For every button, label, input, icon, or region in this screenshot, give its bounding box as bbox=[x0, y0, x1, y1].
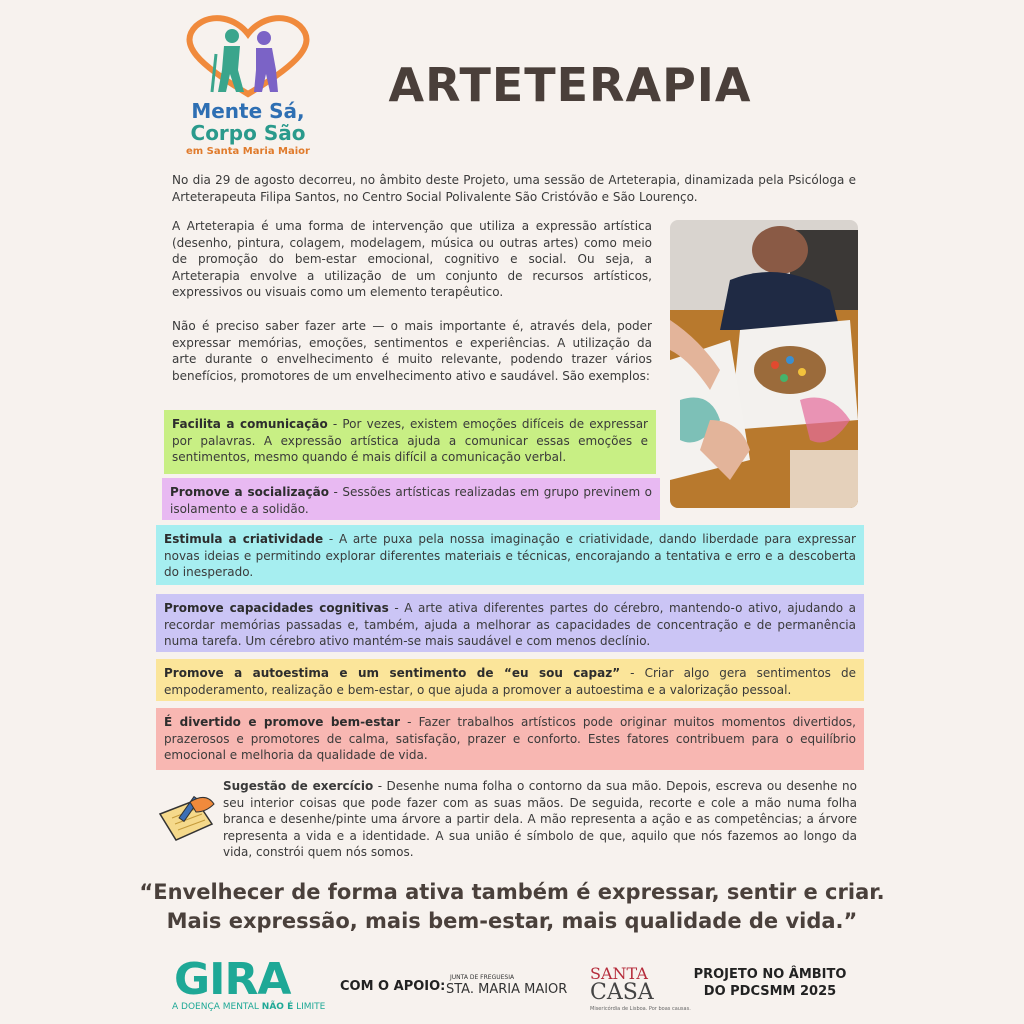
benefit-wellbeing: É divertido e promove bem-estar - Fazer trabalhos artísticos pode originar muitos momentos divertidos, prazerosos e promotores de calma, satisfação, prazer e conforto. Estes fatores contribuem para o equilíbrio emocional e melhoria da qualidade de vida. bbox=[156, 708, 864, 770]
notebook-pen-icon bbox=[156, 790, 216, 846]
benefit-creativity: Estimula a criatividade - A arte puxa pela nossa imaginação e criatividade, dando liberdade para expressar novas ideias e permitindo explorar diferentes materiais e técnicas, encorajando a tentativa e erro e a descoberta do inesperado. bbox=[156, 525, 864, 585]
junta-freguesia-logo bbox=[446, 974, 578, 1000]
gira-tagline: A DOENÇA MENTAL NÃO É LIMITE bbox=[172, 1002, 326, 1012]
santa-casa-word2: CASA bbox=[590, 980, 654, 1005]
support-label: COM O APOIO: bbox=[340, 979, 446, 994]
project-scope-line1: PROJETO NO ÂMBITO bbox=[693, 967, 847, 982]
santa-casa-logo bbox=[590, 964, 691, 1014]
gira-logo-word: GIRA bbox=[174, 954, 291, 1005]
project-scope-text bbox=[690, 966, 850, 1000]
gira-logo bbox=[168, 954, 326, 1014]
exercise-suggestion: Sugestão de exercício - Desenhe numa folha o contorno da sua mão. Depois, escreva ou desenhe no seu interior coisas que pode fazer com as suas mãos. De seguida, recorte e cole a mão numa folha branca e desenhe/pinte uma árvore a partir dela. A mão representa a ação e as competências; a árvore representa a vida e a identidade. A sua união é símbolo de que, aquilo que nós fazemos ao longo da vida, constrói quem nós somos. bbox=[223, 779, 857, 859]
definition-paragraph: A Arteterapia é uma forma de intervenção que utiliza a expressão artística (desenho, pintura, colagem, modelagem, música ou outras artes) como meio de promoção do bem-estar emocional, cognitivo e social. Ou seja, a Arteterapia envolve a utilização de um conjunto de recursos artísticos, expressivos ou visuais como um elemento terapêutico. bbox=[172, 219, 652, 299]
benefit-socialization: Promove a socialização - Sessões artísticas realizadas em grupo previnem o isolamento e a solidão. bbox=[162, 478, 660, 520]
benefit-communication: Facilita a comunicação - Por vezes, existem emoções difíceis de expressar por palavras. A expressão artística ajuda a comunicar essas emoções e sentimentos, mesmo quando é mais difícil a comunicação verbal. bbox=[164, 410, 656, 474]
page-title: ARTETERAPIA bbox=[388, 58, 752, 112]
junta-freguesia-small-text: JUNTA DE FREGUESIA bbox=[450, 974, 515, 981]
junta-freguesia-name: STA. MARIA MAIOR bbox=[446, 982, 568, 997]
logo-text-line1: Mente Sá, bbox=[191, 99, 305, 123]
heart-people-icon bbox=[168, 14, 328, 100]
logo-text-line2: Corpo São bbox=[190, 121, 306, 145]
quote-line2: Mais expressão, mais bem-estar, mais qualidade de vida.” bbox=[166, 909, 858, 933]
benefits-intro-paragraph: Não é preciso saber fazer arte — o mais importante é, através dela, poder expressar memórias, emoções, sentimentos e experiências. A utilização da arte durante o envelhecimento é muito relevante, podendo trazer vários benefícios, promotores de um envelhecimento ativo e saudável. São exemplos: bbox=[172, 319, 652, 383]
project-scope-line2: DO PDCSMM 2025 bbox=[703, 984, 837, 999]
closing-quote bbox=[120, 878, 904, 936]
quote-line1: “Envelhecer de forma ativa também é expressar, sentir e criar. bbox=[139, 880, 885, 904]
santa-casa-tagline: Misericórdia de Lisboa. Por boas causas. bbox=[590, 1006, 691, 1012]
benefit-cognitive: Promove capacidades cognitivas - A arte ativa diferentes partes do cérebro, mantendo-o ativo, ajudando a recordar memórias passadas e, também, ajuda a melhorar as capacidades de concentração e de permanência numa tarefa. Um cérebro ativo mantém-se mais saudável e com menos declínio. bbox=[156, 594, 864, 652]
art-session-photo bbox=[670, 220, 858, 508]
santa-casa-word1: SANTA bbox=[590, 964, 648, 983]
logo-text-line3: em Santa Maria Maior bbox=[186, 146, 310, 157]
benefit-self-esteem: Promove a autoestima e um sentimento de “eu sou capaz” - Criar algo gera sentimentos de empoderamento, realização e bem-estar, o que ajuda a promover a autoestima e a valorização pessoal. bbox=[156, 659, 864, 701]
project-logo bbox=[168, 14, 308, 164]
intro-paragraph: No dia 29 de agosto decorreu, no âmbito deste Projeto, uma sessão de Arteterapia, dinamizada pela Psicóloga e Arteterapeuta Filipa Santos, no Centro Social Polivalente São Cristóvão e São Lourenço. bbox=[172, 173, 856, 204]
